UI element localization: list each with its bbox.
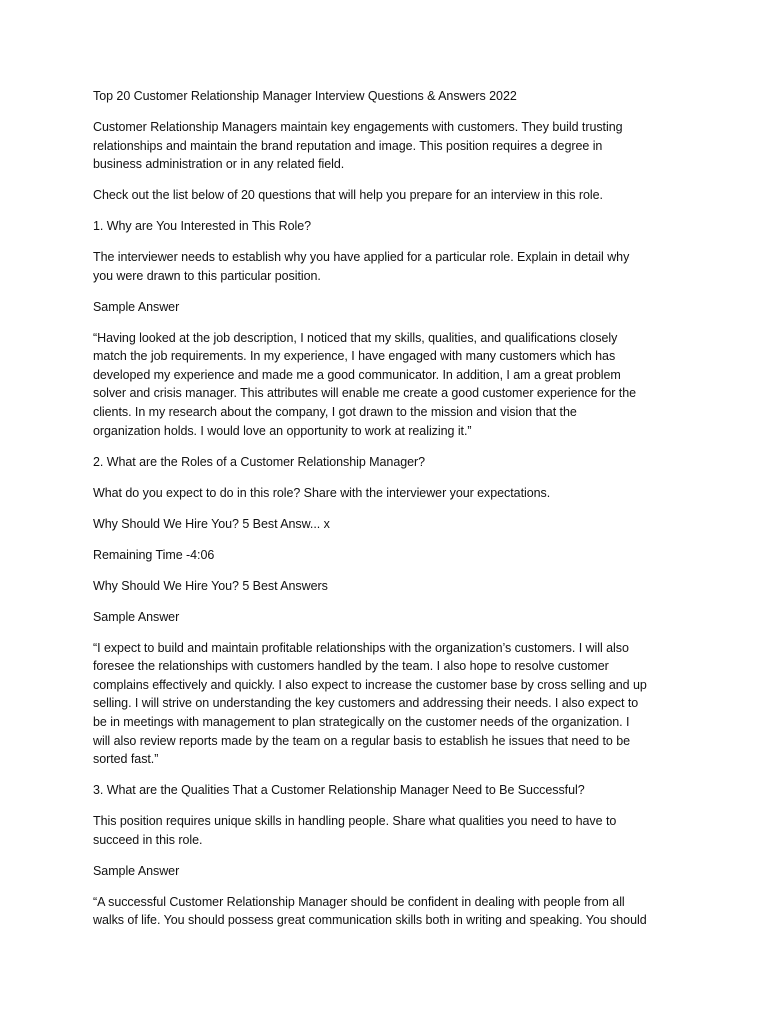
document-title: Top 20 Customer Relationship Manager Interview Questions & Answers 2022 [93,89,517,103]
question-1-answer [93,329,693,441]
text-line: foresee the relationships with customers handled by the team. I also hope to resolve customer [93,659,609,674]
question-3-sample-label: Sample Answer [93,863,180,878]
text-line: organization holds. I would love an opportunity to work at realizing it.” [93,423,472,438]
video-title: Why Should We Hire You? 5 Best Answ... x [93,516,330,531]
text-line: relationships and maintain the brand reputation and image. This position requires a degree in [93,138,603,153]
text-line: walks of life. You should possess great communication skills both in writing and speaking. You should [93,913,647,928]
intro-paragraph [93,118,693,174]
text-line: be in meetings with management to plan strategically on the customer needs of the organization. I [93,714,630,729]
text-line: you were drawn to this particular position. [93,268,321,283]
list-intro: Check out the list below of 20 questions that will help you prepare for an interview in this role. [93,188,603,203]
text-line: business administration or in any related field. [93,157,345,172]
text-line: clients. In my research about the company, I got drawn to the mission and vision that the [93,405,577,420]
question-3-answer [93,893,693,930]
video-remaining-time: Remaining Time -4:06 [93,547,215,562]
question-1-heading: 1. Why are You Interested in This Role? [93,219,312,234]
text-line: Customer Relationship Managers maintain key engagements with customers. They build trusting [93,119,623,134]
question-2-heading: 2. What are the Roles of a Customer Relationship Manager? [93,454,426,469]
text-line: The interviewer needs to establish why you have applied for a particular role. Explain in detail why [93,250,630,265]
question-1-sample-label: Sample Answer [93,299,180,314]
text-line: succeed in this role. [93,832,203,847]
text-line: sorted fast.” [93,752,159,767]
video-caption: Why Should We Hire You? 5 Best Answers [93,578,328,593]
document-content [93,87,693,930]
text-line: “Having looked at the job description, I noticed that my skills, qualities, and qualifications closely [93,330,618,345]
text-line: “A successful Customer Relationship Manager should be confident in dealing with people from all [93,894,625,909]
question-2-sample-label: Sample Answer [93,609,180,624]
question-3-body [93,812,693,849]
text-line: complains effectively and quickly. I also expect to increase the customer base by cross selling and up [93,677,647,692]
question-1-body [93,248,693,285]
text-line: selling. I will strive on understanding the key customers and addressing their needs. I also expect to [93,696,639,711]
text-line: solver and crisis manager. This attributes will enable me create a good customer experience for the [93,386,637,401]
text-line: developed my experience and made me a good communicator. In addition, I am a great problem [93,367,621,382]
text-line: This position requires unique skills in handling people. Share what qualities you need to have to [93,814,617,829]
question-2-answer [93,639,693,769]
text-line: match the job requirements. In my experience, I have engaged with many customers which has [93,349,616,364]
question-2-body: What do you expect to do in this role? Share with the interviewer your expectations. [93,485,551,500]
text-line: will also review reports made by the team on a regular basis to establish he issues that need to be [93,733,631,748]
text-line: “I expect to build and maintain profitable relationships with the organization’s customers. I will also [93,640,629,655]
question-3-heading: 3. What are the Qualities That a Customer Relationship Manager Need to Be Successful? [93,783,585,798]
